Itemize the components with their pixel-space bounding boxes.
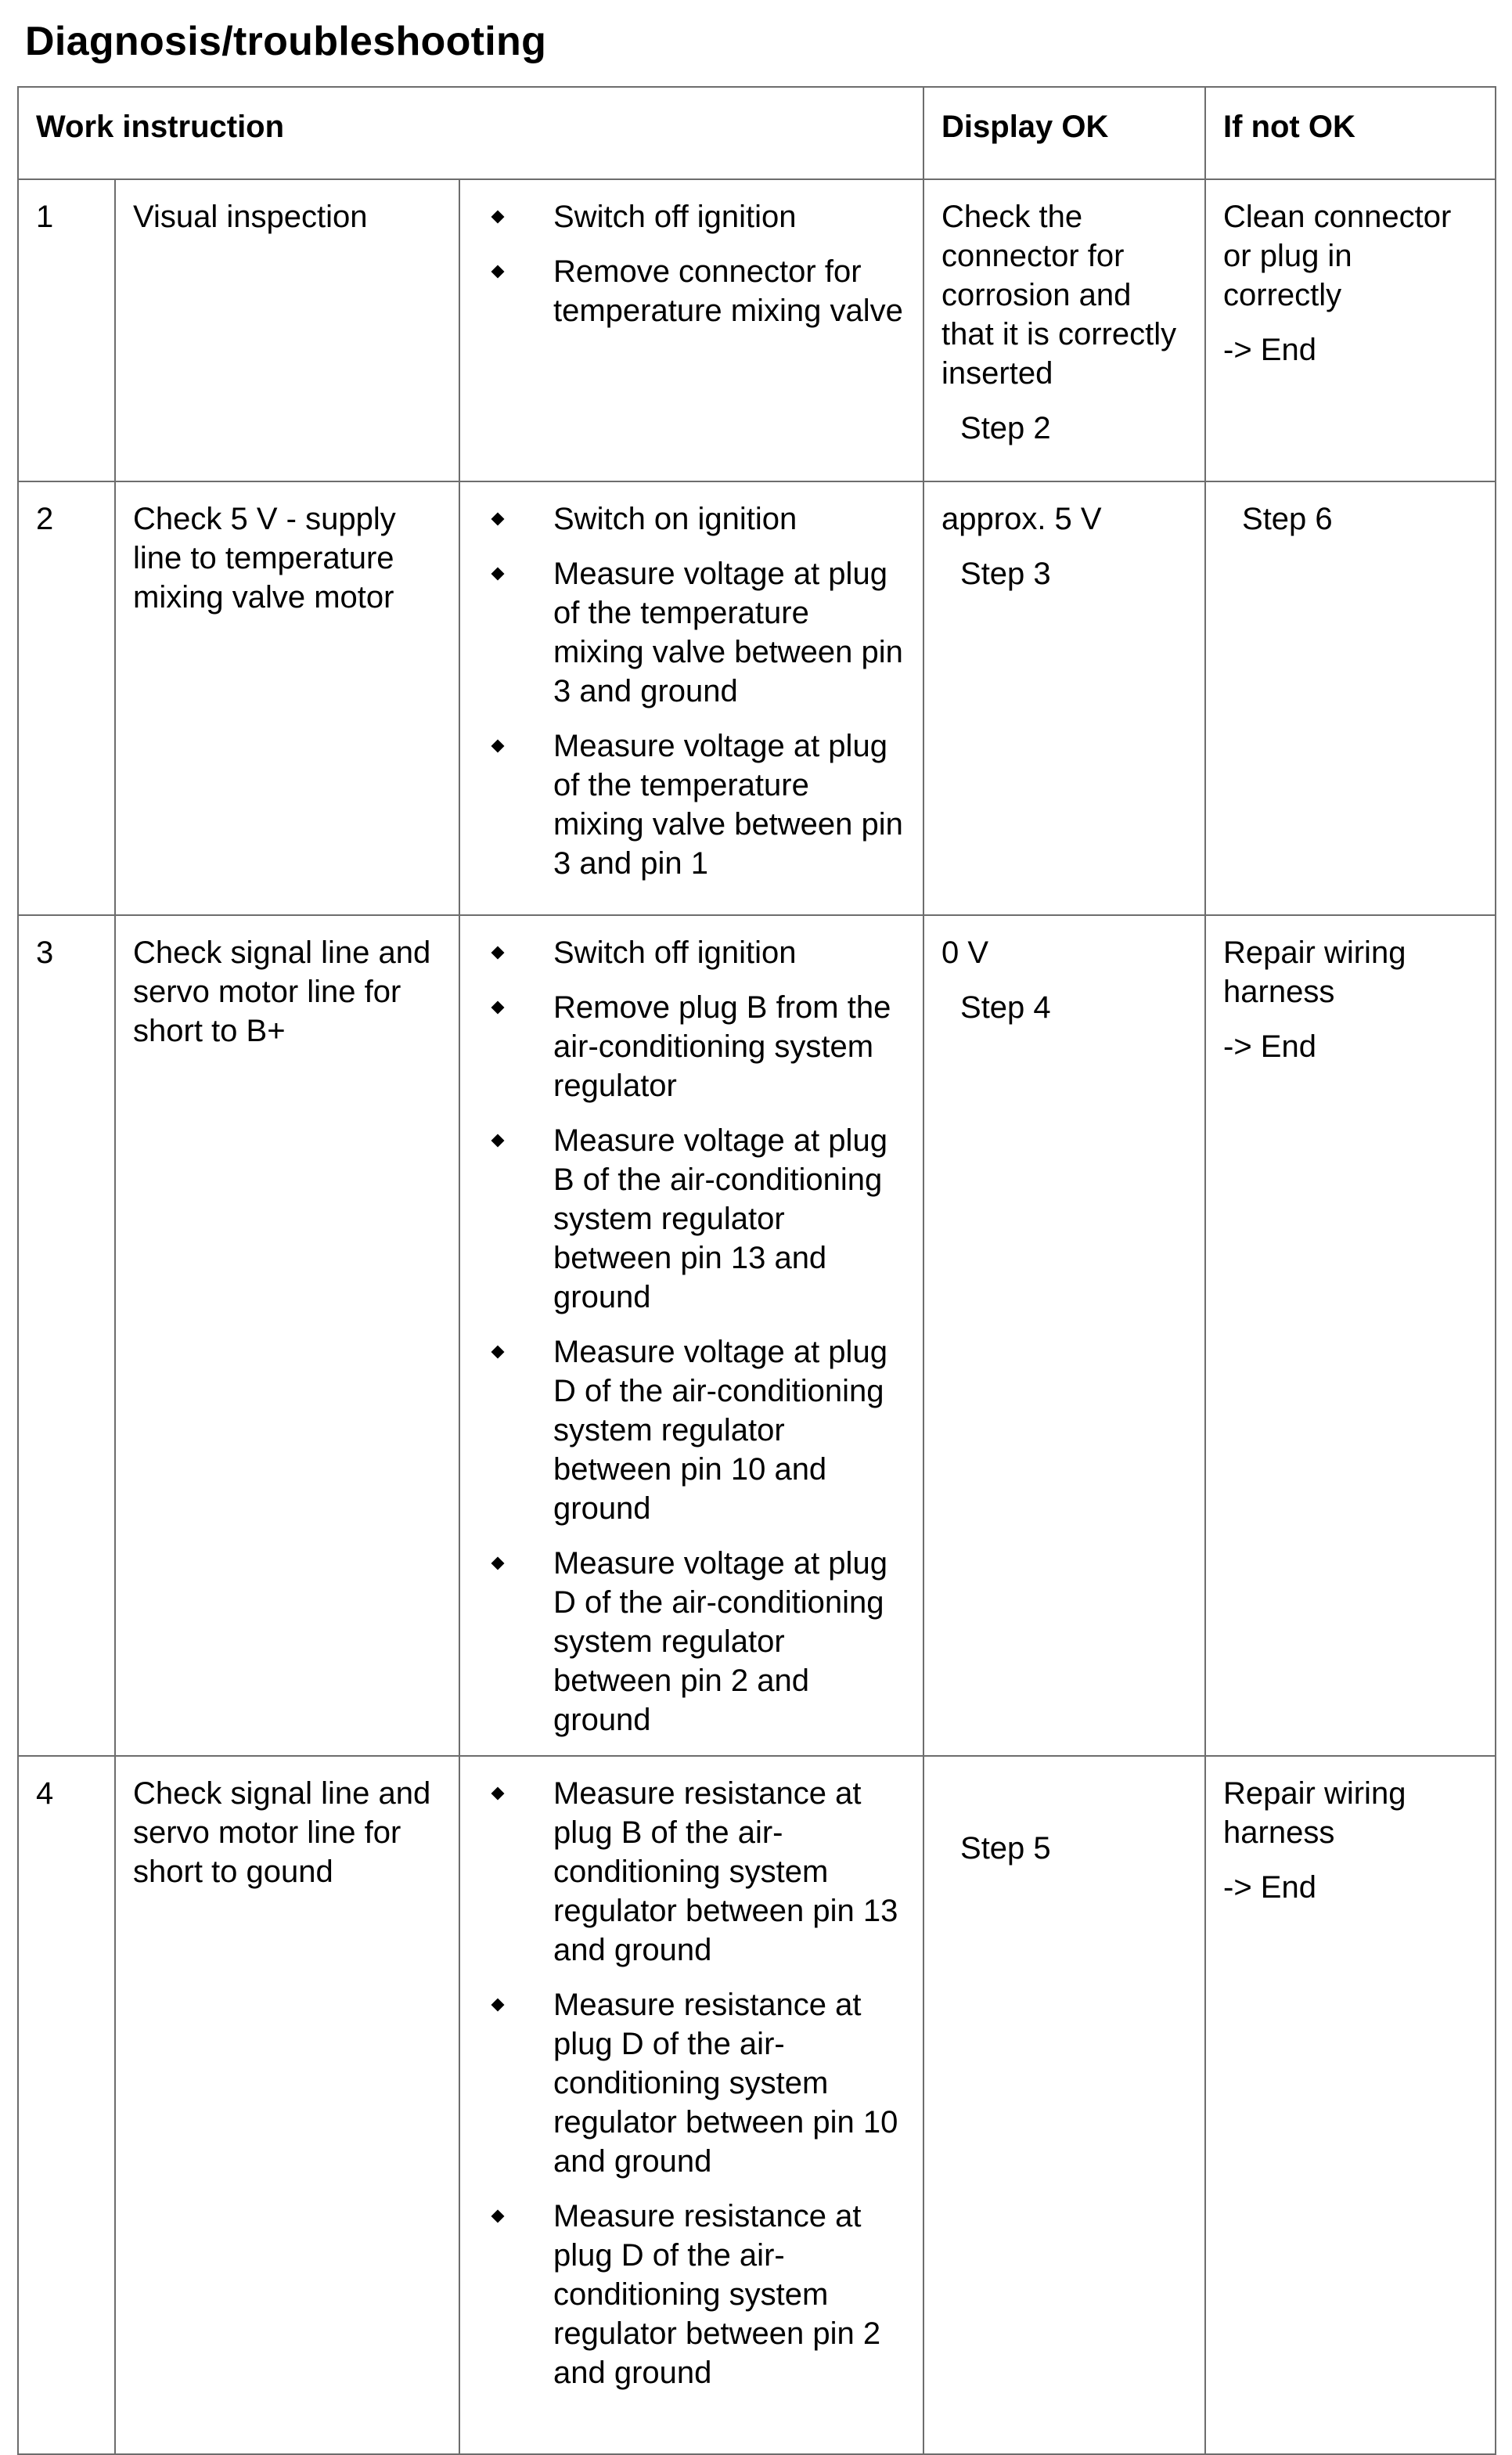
list-item — [477, 1332, 905, 1528]
step-instructions — [459, 481, 923, 915]
display-ok-cell — [923, 481, 1205, 915]
step-instructions — [459, 179, 923, 481]
diamond-bullet-icon — [491, 1557, 505, 1570]
step-number: 2 — [18, 481, 115, 915]
list-item — [477, 252, 905, 330]
table-header-row — [18, 87, 1496, 179]
table-row — [18, 481, 1496, 915]
if-not-ok-cell — [1205, 915, 1496, 1756]
instruction-text: Remove plug B from the air-conditioning system regulator — [553, 990, 891, 1103]
diamond-bullet-icon — [491, 1134, 505, 1148]
if-not-ok-next: -> End — [1223, 1870, 1316, 1905]
diamond-bullet-icon — [491, 946, 505, 960]
step-description: Visual inspection — [115, 179, 459, 481]
header-display-ok: Display OK — [923, 87, 1205, 179]
list-item — [477, 1544, 905, 1739]
instruction-text: Measure voltage at plug B of the air-conditioning system regulator between pin 13 and ground — [553, 1123, 887, 1314]
display-ok-cell — [923, 915, 1205, 1756]
if-not-ok-text: Clean connector or plug in correctly — [1223, 200, 1452, 312]
instruction-text: Switch off ignition — [553, 200, 797, 234]
header-if-not-ok: If not OK — [1205, 87, 1496, 179]
if-not-ok-cell — [1205, 1756, 1496, 2454]
if-not-ok-next: -> End — [1223, 333, 1316, 367]
list-item — [477, 933, 905, 972]
table-row — [18, 179, 1496, 481]
list-item — [477, 197, 905, 236]
list-item — [477, 726, 905, 883]
display-ok-next: Step 4 — [960, 990, 1051, 1025]
display-ok-next: Step 2 — [960, 411, 1051, 445]
step-description: Check 5 V - supply line to temperature mixing valve motor — [115, 481, 459, 915]
list-item — [477, 499, 905, 539]
instruction-text: Measure resistance at plug B of the air-conditioning system regulator between pin 13 and ground — [553, 1776, 898, 1967]
if-not-ok-text: Step 6 — [1242, 502, 1333, 536]
step-number: 4 — [18, 1756, 115, 2454]
table-row — [18, 915, 1496, 1756]
diamond-bullet-icon — [491, 2210, 505, 2223]
step-number: 1 — [18, 179, 115, 481]
header-work-instruction: Work instruction — [18, 87, 923, 179]
diamond-bullet-icon — [491, 513, 505, 526]
instruction-text: Measure resistance at plug D of the air-conditioning system regulator between pin 2 and ground — [553, 2199, 881, 2390]
display-ok-text: Check the connector for corrosion and that it is correctly inserted — [941, 200, 1177, 391]
if-not-ok-cell — [1205, 481, 1496, 915]
list-item — [477, 1774, 905, 1970]
diamond-bullet-icon — [491, 211, 505, 224]
list-item — [477, 1985, 905, 2181]
list-item — [477, 1121, 905, 1317]
if-not-ok-next: -> End — [1223, 1029, 1316, 1064]
display-ok-cell — [923, 179, 1205, 481]
display-ok-text: 0 V — [941, 935, 989, 970]
instruction-text: Measure voltage at plug D of the air-conditioning system regulator between pin 10 and ground — [553, 1335, 887, 1526]
list-item — [477, 988, 905, 1105]
instruction-text: Switch off ignition — [553, 935, 797, 970]
if-not-ok-cell — [1205, 179, 1496, 481]
step-number: 3 — [18, 915, 115, 1756]
list-item — [477, 554, 905, 711]
instruction-text: Measure voltage at plug D of the air-conditioning system regulator between pin 2 and ground — [553, 1546, 887, 1737]
step-instructions — [459, 915, 923, 1756]
diamond-bullet-icon — [491, 568, 505, 581]
instruction-text: Measure voltage at plug of the temperature mixing valve between pin 3 and ground — [553, 557, 903, 708]
diamond-bullet-icon — [491, 1001, 505, 1015]
step-instructions — [459, 1756, 923, 2454]
instruction-text: Measure resistance at plug D of the air-conditioning system regulator between pin 10 and ground — [553, 1988, 898, 2179]
diamond-bullet-icon — [491, 1787, 505, 1801]
diamond-bullet-icon — [491, 740, 505, 753]
if-not-ok-text: Repair wiring harness — [1223, 935, 1406, 1009]
diamond-bullet-icon — [491, 265, 505, 279]
list-item — [477, 2197, 905, 2392]
instruction-text: Switch on ignition — [553, 502, 797, 536]
step-description: Check signal line and servo motor line for short to gound — [115, 1756, 459, 2454]
display-ok-cell — [923, 1756, 1205, 2454]
table-row — [18, 1756, 1496, 2454]
display-ok-next: Step 5 — [960, 1831, 1051, 1866]
diamond-bullet-icon — [491, 1346, 505, 1359]
instruction-text: Measure voltage at plug of the temperature mixing valve between pin 3 and pin 1 — [553, 729, 903, 881]
display-ok-text: approx. 5 V — [941, 502, 1102, 536]
page-title: Diagnosis/troubleshooting — [25, 19, 547, 64]
if-not-ok-text: Repair wiring harness — [1223, 1776, 1406, 1850]
display-ok-next: Step 3 — [960, 557, 1051, 591]
instruction-text: Remove connector for temperature mixing valve — [553, 254, 903, 328]
diamond-bullet-icon — [491, 1999, 505, 2012]
step-description: Check signal line and servo motor line for short to B+ — [115, 915, 459, 1756]
diagnosis-table — [17, 86, 1496, 2455]
